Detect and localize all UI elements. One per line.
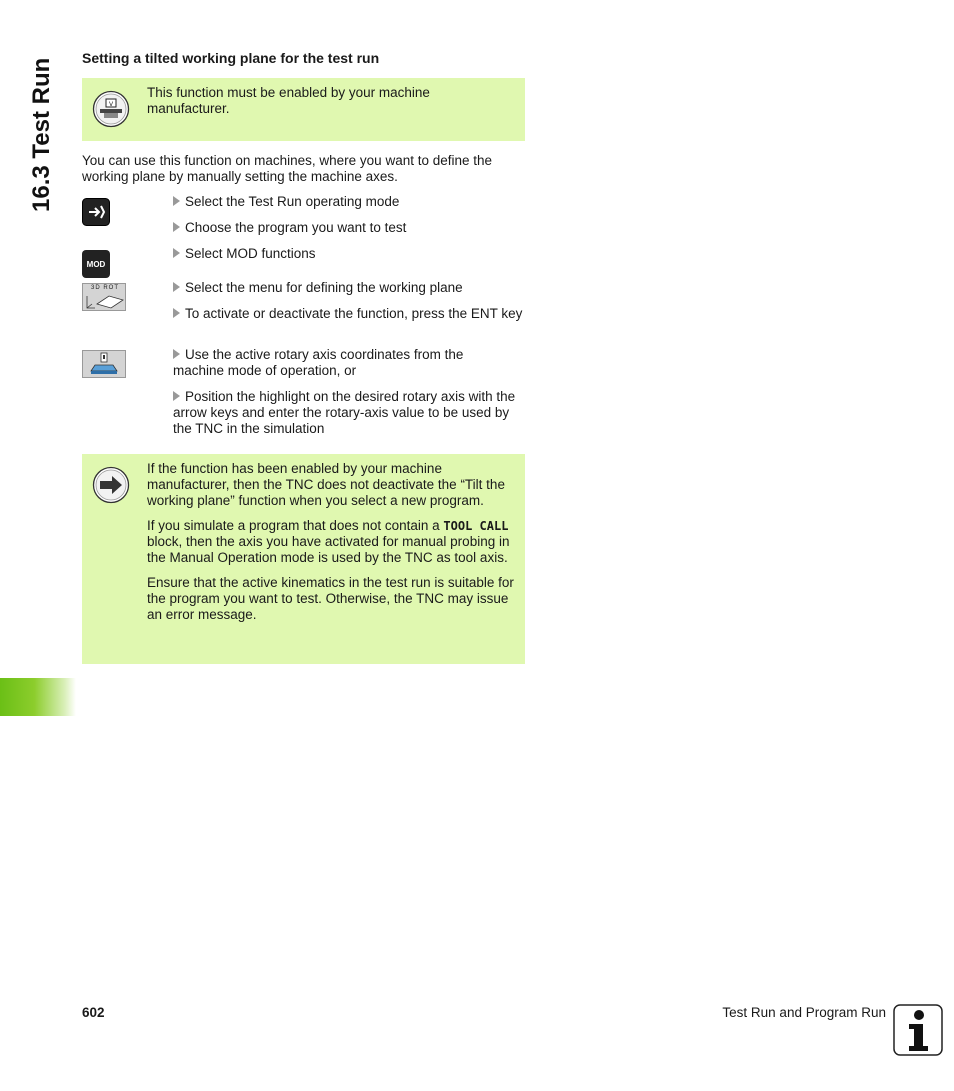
arrow-right-icon bbox=[92, 466, 130, 504]
footer-chapter-title: Test Run and Program Run bbox=[722, 1005, 886, 1020]
info-note-paragraph-1: If the function has been enabled by your machine manufacturer, then the TNC does not deactivate the “Tilt the working plane” function when you select a new program. bbox=[147, 461, 505, 508]
info-note-text bbox=[147, 461, 515, 632]
chapter-side-title-text: 16.3 Test Run bbox=[28, 57, 55, 212]
bullet-arrow-icon bbox=[173, 196, 180, 206]
section-heading: Setting a tilted working plane for the test run bbox=[82, 50, 380, 66]
chapter-tab-marker bbox=[0, 678, 76, 716]
step-select-mod: Select MOD functions bbox=[173, 246, 528, 262]
mod-key[interactable] bbox=[82, 250, 110, 278]
bullet-arrow-icon bbox=[173, 222, 180, 232]
test-run-key-icon[interactable] bbox=[82, 198, 110, 226]
machine-icon bbox=[92, 90, 130, 128]
bullet-arrow-icon bbox=[173, 349, 180, 359]
info-note-paragraph-2: If you simulate a program that does not contain a TOOL CALL block, then the axis you have activated for manual probing in the Manual Operation mode is used by the TNC as tool axis. bbox=[147, 518, 510, 565]
info-note-paragraph-3: Ensure that the active kinematics in the test run is suitable for the program you want to test. Otherwise, the TNC may issue an error message. bbox=[147, 575, 514, 622]
step-activate-function: To activate or deactivate the function, press the ENT key bbox=[173, 306, 523, 322]
info-note-box bbox=[82, 454, 525, 664]
machine-note-text: This function must be enabled by your machine manufacturer. bbox=[147, 85, 430, 116]
machine-note-box bbox=[82, 78, 525, 141]
bullet-arrow-icon bbox=[173, 282, 180, 292]
svg-text:V: V bbox=[108, 101, 114, 108]
3d-rot-softkey[interactable] bbox=[82, 283, 126, 311]
mod-key-label: MOD bbox=[86, 259, 106, 269]
tool-call-code: TOOL CALL bbox=[443, 519, 509, 533]
actual-position-softkey[interactable] bbox=[82, 350, 126, 378]
bullet-arrow-icon bbox=[173, 248, 180, 258]
step-select-menu: Select the menu for defining the working plane bbox=[173, 280, 528, 296]
actual-position-icon bbox=[83, 351, 125, 377]
bullet-arrow-icon bbox=[173, 308, 180, 318]
page-number: 602 bbox=[82, 1005, 105, 1020]
info-icon bbox=[893, 1004, 943, 1056]
3d-rot-softkey-label: 3D ROT bbox=[91, 285, 120, 291]
chapter-side-title bbox=[20, 40, 64, 220]
step-use-active-coordinates: Use the active rotary axis coordinates from the machine mode of operation, or bbox=[173, 347, 464, 378]
step-choose-program: Choose the program you want to test bbox=[173, 220, 528, 236]
step-position-highlight: Position the highlight on the desired rotary axis with the arrow keys and enter the rotary-axis value to be used by the TNC in the simulation bbox=[173, 389, 516, 436]
bullet-arrow-icon bbox=[173, 391, 180, 401]
tilted-plane-icon bbox=[83, 292, 125, 310]
intro-paragraph: You can use this function on machines, where you want to define the working plane by manually setting the machine axes. bbox=[82, 153, 493, 184]
step-select-test-run: Select the Test Run operating mode bbox=[173, 194, 528, 210]
